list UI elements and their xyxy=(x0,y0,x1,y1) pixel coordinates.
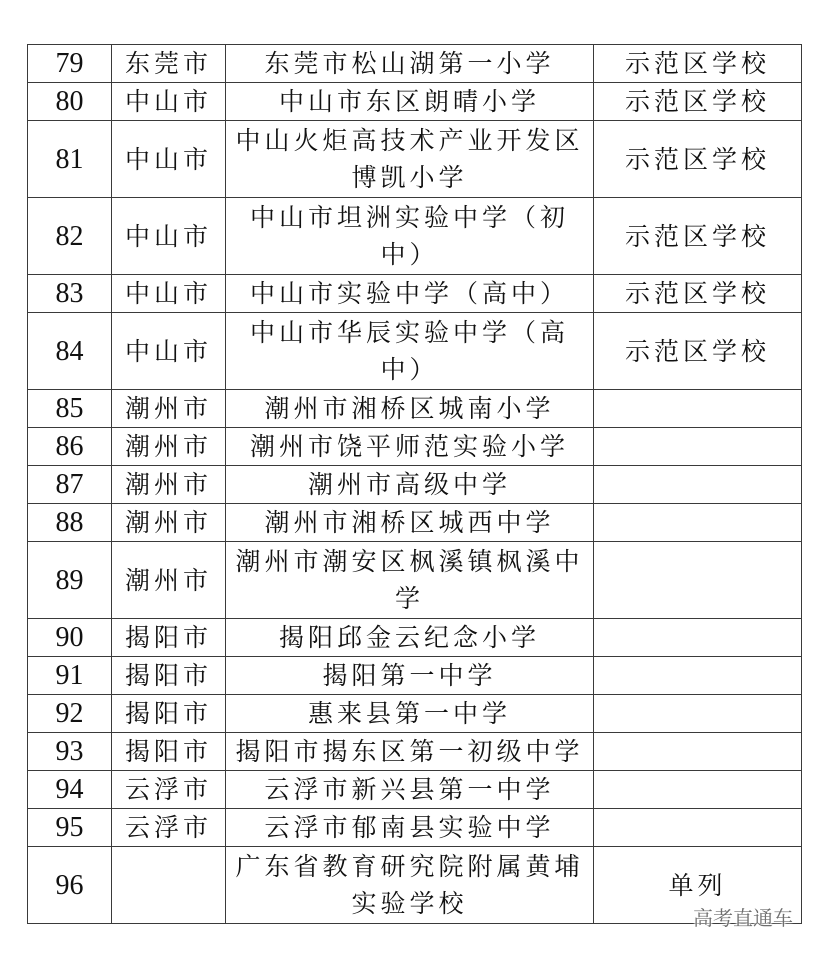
table-body xyxy=(28,45,802,924)
school-name-cell: 广东省教育研究院附属黄埔实验学校 xyxy=(226,847,594,924)
school-name-cell: 云浮市新兴县第一中学 xyxy=(226,771,594,809)
city-cell: 中山市 xyxy=(112,198,226,275)
note-cell xyxy=(594,390,802,428)
school-list-table xyxy=(27,44,802,924)
school-name-cell: 东莞市松山湖第一小学 xyxy=(226,45,594,83)
note-cell: 单列 xyxy=(594,847,802,924)
city-cell: 云浮市 xyxy=(112,809,226,847)
school-name-cell: 中山市坦洲实验中学（初中） xyxy=(226,198,594,275)
school-name-cell: 潮州市饶平师范实验小学 xyxy=(226,428,594,466)
table-row xyxy=(28,390,802,428)
row-number-cell: 80 xyxy=(28,83,112,121)
row-number-cell: 88 xyxy=(28,504,112,542)
note-cell xyxy=(594,733,802,771)
row-number-cell: 92 xyxy=(28,695,112,733)
table-row xyxy=(28,504,802,542)
table-row xyxy=(28,847,802,924)
table-row xyxy=(28,466,802,504)
school-name-cell: 潮州市高级中学 xyxy=(226,466,594,504)
table-row xyxy=(28,619,802,657)
note-cell: 示范区学校 xyxy=(594,313,802,390)
row-number-cell: 84 xyxy=(28,313,112,390)
note-cell xyxy=(594,542,802,619)
note-cell xyxy=(594,657,802,695)
note-cell: 示范区学校 xyxy=(594,275,802,313)
note-cell xyxy=(594,695,802,733)
row-number-cell: 82 xyxy=(28,198,112,275)
row-number-cell: 90 xyxy=(28,619,112,657)
note-cell xyxy=(594,771,802,809)
school-name-cell: 揭阳邱金云纪念小学 xyxy=(226,619,594,657)
school-name-cell: 揭阳第一中学 xyxy=(226,657,594,695)
note-cell xyxy=(594,428,802,466)
table-row xyxy=(28,733,802,771)
table-row xyxy=(28,275,802,313)
table-row xyxy=(28,83,802,121)
city-cell: 潮州市 xyxy=(112,428,226,466)
table-row xyxy=(28,45,802,83)
city-cell: 潮州市 xyxy=(112,542,226,619)
table-row xyxy=(28,313,802,390)
city-cell: 潮州市 xyxy=(112,504,226,542)
city-cell: 潮州市 xyxy=(112,466,226,504)
city-cell: 中山市 xyxy=(112,121,226,198)
city-cell: 揭阳市 xyxy=(112,657,226,695)
school-name-cell: 潮州市湘桥区城南小学 xyxy=(226,390,594,428)
school-name-cell: 中山市实验中学（高中） xyxy=(226,275,594,313)
table-row xyxy=(28,198,802,275)
row-number-cell: 81 xyxy=(28,121,112,198)
school-name-cell: 潮州市湘桥区城西中学 xyxy=(226,504,594,542)
school-name-cell: 中山市华辰实验中学（高中） xyxy=(226,313,594,390)
row-number-cell: 87 xyxy=(28,466,112,504)
row-number-cell: 95 xyxy=(28,809,112,847)
row-number-cell: 93 xyxy=(28,733,112,771)
table-row xyxy=(28,542,802,619)
note-cell: 示范区学校 xyxy=(594,198,802,275)
city-cell: 云浮市 xyxy=(112,771,226,809)
table-row xyxy=(28,121,802,198)
city-cell: 揭阳市 xyxy=(112,695,226,733)
city-cell: 揭阳市 xyxy=(112,619,226,657)
school-name-cell: 潮州市潮安区枫溪镇枫溪中学 xyxy=(226,542,594,619)
row-number-cell: 85 xyxy=(28,390,112,428)
city-cell: 潮州市 xyxy=(112,390,226,428)
note-cell: 示范区学校 xyxy=(594,121,802,198)
row-number-cell: 79 xyxy=(28,45,112,83)
row-number-cell: 96 xyxy=(28,847,112,924)
school-name-cell: 云浮市郁南县实验中学 xyxy=(226,809,594,847)
note-cell xyxy=(594,809,802,847)
city-cell: 中山市 xyxy=(112,83,226,121)
note-cell xyxy=(594,619,802,657)
note-cell xyxy=(594,466,802,504)
table-row xyxy=(28,428,802,466)
school-name-cell: 惠来县第一中学 xyxy=(226,695,594,733)
table-row xyxy=(28,695,802,733)
row-number-cell: 89 xyxy=(28,542,112,619)
table-row xyxy=(28,809,802,847)
note-cell: 示范区学校 xyxy=(594,83,802,121)
city-cell xyxy=(112,847,226,924)
row-number-cell: 83 xyxy=(28,275,112,313)
city-cell: 揭阳市 xyxy=(112,733,226,771)
row-number-cell: 86 xyxy=(28,428,112,466)
city-cell: 中山市 xyxy=(112,313,226,390)
school-name-cell: 揭阳市揭东区第一初级中学 xyxy=(226,733,594,771)
school-name-cell: 中山火炬高技术产业开发区博凯小学 xyxy=(226,121,594,198)
city-cell: 东莞市 xyxy=(112,45,226,83)
watermark: 高考直通车 xyxy=(693,906,793,930)
note-cell xyxy=(594,504,802,542)
note-cell: 示范区学校 xyxy=(594,45,802,83)
row-number-cell: 91 xyxy=(28,657,112,695)
city-cell: 中山市 xyxy=(112,275,226,313)
table-row xyxy=(28,657,802,695)
table-row xyxy=(28,771,802,809)
school-name-cell: 中山市东区朗晴小学 xyxy=(226,83,594,121)
row-number-cell: 94 xyxy=(28,771,112,809)
